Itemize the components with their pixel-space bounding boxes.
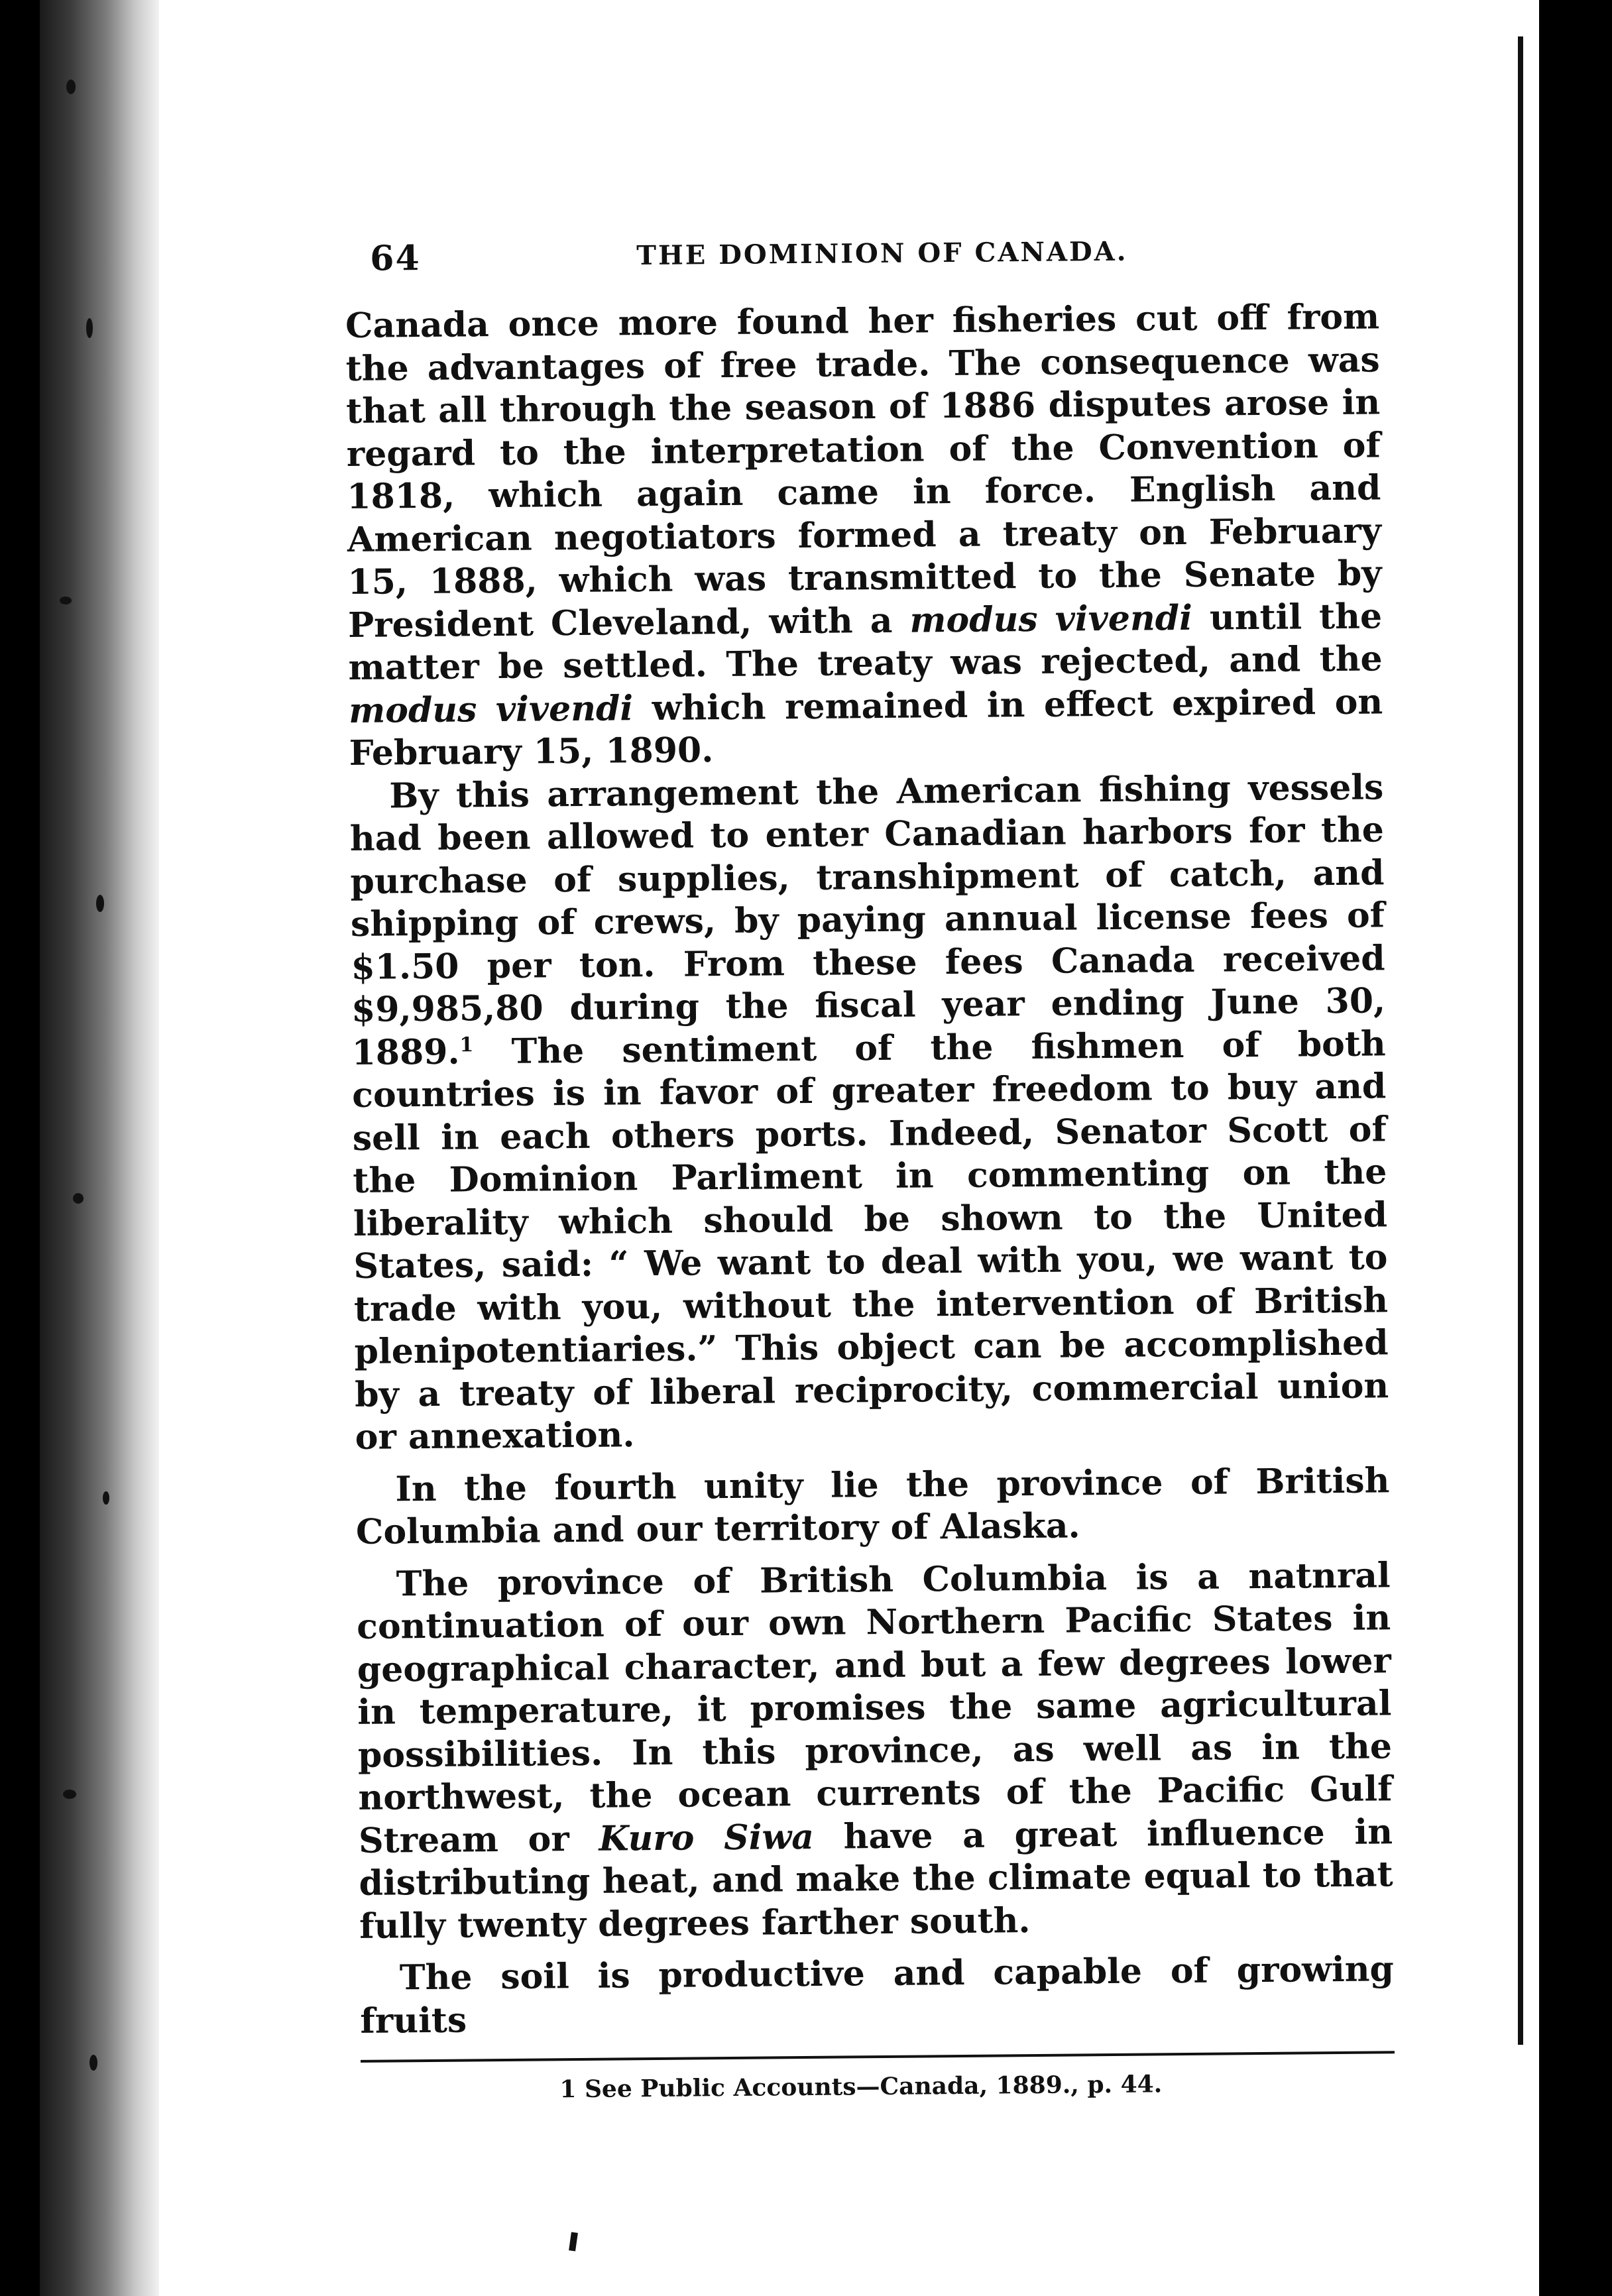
scan-right-edge [1539,0,1612,2296]
paragraph-5: The soil is productive and capable of growing fruits [360,1949,1395,2041]
body-text [345,296,1395,2043]
scan-right-rule [1518,36,1523,2045]
paragraph-4: The province of British Columbia is a natnral continuation of our own Northern Pacific States in geographical character, and but a few degrees lower in temperature, it promises the same agricultural possibilities. In this province, as well as in the northwest, the ocean currents of the Pacific Gulf Stream or Kuro Siwa have a great influence in distributing heat, and make the climate equal to that fully twenty degrees farther south. [357,1554,1393,1947]
paragraph-2: By this arrangement the American fishing vessels had been allowed to enter Canadian harbors for the purchase of supplies, transhipment of catch, and shipping of crews, by paying annual license fees of $1.50 per ton. From these fees Canada received $9,985,80 during the fiscal year ending June 30, 1889.$^1$ The sentiment of the fishmen of both countries is in favor of greater freedom to buy and sell in each others ports. Indeed, Senator Scott of the Dominion Parliment in commenting on the liberality which should be shown to the United States, said: “ We want to deal with you, we want to trade with you, without the intervention of British plenipotentiaries.” This object can be accomplished by a treaty of liberal reciprocity, commercial union or annexation. [349,766,1389,1458]
paragraph-1: Canada once more found her fisheries cut off from the advantages of free trade. The consequence was that all through the season of 1886 disputes arose in regard to the interpretation of the Convention of 1818, which again came in force. English and American negotiators formed a treaty on February 15, 1888, which was transmitted to the Senate by President Cleveland, with a modus vivendi until the matter be settled. The treaty was rejected, and the modus vivendi which remained in effect expired on February 15, 1890. [345,296,1383,774]
book-page [345,229,1395,2105]
scan-left-edge [0,0,40,2296]
running-head: THE DOMINION OF CANADA. [636,235,1128,272]
scan-binding-gutter [40,0,159,2296]
page-header [345,229,1379,305]
footnote-marker: 1 [459,1033,474,1057]
footnote: 1 See Public Accounts—Canada, 1889., p. 44. [559,2070,1163,2104]
footnote-rule [361,2051,1395,2063]
paragraph-3: In the fourth unity lie the province of British Columbia and our territory of Alaska. [355,1460,1390,1552]
scan-speck [569,2232,578,2251]
page-number: 64 [369,238,421,279]
